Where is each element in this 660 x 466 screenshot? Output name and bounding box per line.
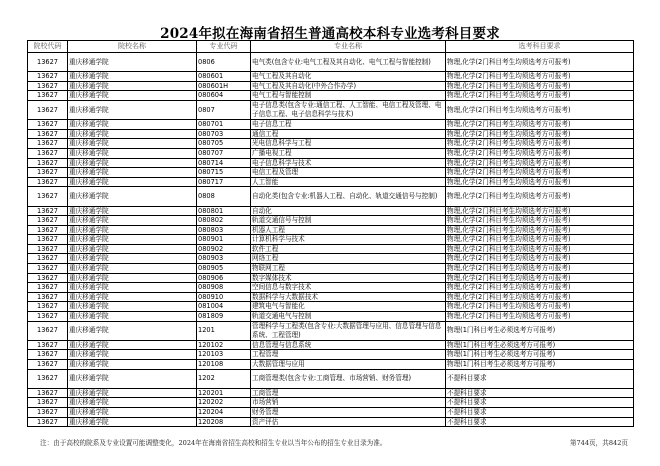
requirement-cell: 物理,化学(2门科目考生均须选考方可报考) — [446, 302, 634, 312]
footnote: 注：由于高校的院系及专业设置可能调整变化，2024年在海南省招生高校和招生专业以当年公布的招生专业目录为准。 — [40, 439, 387, 447]
table-row — [28, 283, 634, 293]
school-name-cell: 重庆移通学院 — [68, 120, 197, 130]
table-row — [28, 187, 634, 206]
requirement-cell: 不提科目要求 — [446, 398, 634, 408]
school-code-cell: 13627 — [28, 254, 68, 264]
requirements-table — [27, 40, 634, 427]
major-name-cell: 广播电视工程 — [251, 148, 446, 158]
school-code-cell: 13627 — [28, 350, 68, 360]
major-code-cell: 081004 — [197, 302, 251, 312]
table-row — [28, 273, 634, 283]
school-name-cell: 重庆移通学院 — [68, 292, 197, 302]
table-row — [28, 168, 634, 178]
requirement-cell: 物理,化学(2门科目考生均须选考方可报考) — [446, 216, 634, 226]
major-name-cell: 数据科学与大数据技术 — [251, 292, 446, 302]
school-name-cell: 重庆移通学院 — [68, 254, 197, 264]
school-code-cell: 13627 — [28, 72, 68, 82]
major-code-cell: 080714 — [197, 158, 251, 168]
table-row — [28, 417, 634, 427]
school-code-cell: 13627 — [28, 283, 68, 293]
table-row — [28, 407, 634, 417]
school-name-cell: 重庆移通学院 — [68, 388, 197, 398]
major-code-cell: 0807 — [197, 100, 251, 119]
requirement-cell: 物理,化学(2门科目考生均须选考方可报考) — [446, 158, 634, 168]
table-row — [28, 129, 634, 139]
table-row — [28, 292, 634, 302]
school-name-cell: 重庆移通学院 — [68, 340, 197, 350]
header-major-code: 专业代码 — [197, 41, 251, 53]
requirement-cell: 物理,化学(2门科目考生均须选考方可报考) — [446, 235, 634, 245]
school-name-cell: 重庆移通学院 — [68, 369, 197, 388]
table-row — [28, 369, 634, 388]
major-name-cell: 电气类(包含专业:电气工程及其自动化、电气工程与智能控制) — [251, 53, 446, 72]
school-name-cell: 重庆移通学院 — [68, 177, 197, 187]
major-name-cell: 电子信息工程 — [251, 120, 446, 130]
school-name-cell: 重庆移通学院 — [68, 273, 197, 283]
major-name-cell: 轨道交通电气与控制 — [251, 312, 446, 322]
school-name-cell: 重庆移通学院 — [68, 148, 197, 158]
table-row — [28, 177, 634, 187]
requirement-cell: 物理,化学(2门科目考生均须选考方可报考) — [446, 273, 634, 283]
school-name-cell: 重庆移通学院 — [68, 72, 197, 82]
major-code-cell: 081809 — [197, 312, 251, 322]
table-row — [28, 158, 634, 168]
header-requirement: 选考科目要求 — [446, 41, 634, 53]
major-code-cell: 080902 — [197, 244, 251, 254]
table-row — [28, 254, 634, 264]
table-row — [28, 302, 634, 312]
requirement-cell: 物理,化学(2门科目考生均须选考方可报考) — [446, 81, 634, 91]
major-name-cell: 轨道交通信号与控制 — [251, 216, 446, 226]
major-name-cell: 工程管理 — [251, 350, 446, 360]
school-name-cell: 重庆移通学院 — [68, 81, 197, 91]
major-name-cell: 数字媒体技术 — [251, 273, 446, 283]
school-code-cell: 13627 — [28, 292, 68, 302]
table-row — [28, 235, 634, 245]
major-code-cell: 120208 — [197, 417, 251, 427]
table-row — [28, 139, 634, 149]
school-name-cell: 重庆移通学院 — [68, 407, 197, 417]
major-code-cell: 080707 — [197, 148, 251, 158]
major-name-cell: 计算机科学与技术 — [251, 235, 446, 245]
school-name-cell: 重庆移通学院 — [68, 417, 197, 427]
page-title: 2024年拟在海南省招生普通高校本科专业选考科目要求 — [160, 26, 500, 42]
major-code-cell: 080906 — [197, 273, 251, 283]
school-name-cell: 重庆移通学院 — [68, 53, 197, 72]
requirement-cell: 物理,化学(2门科目考生均须选考方可报考) — [446, 225, 634, 235]
major-name-cell: 空间信息与数字技术 — [251, 283, 446, 293]
school-code-cell: 13627 — [28, 407, 68, 417]
school-code-cell: 13627 — [28, 100, 68, 119]
table-row — [28, 350, 634, 360]
requirement-cell: 物理,化学(2门科目考生均须选考方可报考) — [446, 72, 634, 82]
table-row — [28, 388, 634, 398]
school-name-cell: 重庆移通学院 — [68, 129, 197, 139]
major-name-cell: 电气工程与智能控制 — [251, 91, 446, 101]
school-code-cell: 13627 — [28, 91, 68, 101]
major-code-cell: 080715 — [197, 168, 251, 178]
major-code-cell: 080803 — [197, 225, 251, 235]
school-code-cell: 13627 — [28, 312, 68, 322]
table-row — [28, 91, 634, 101]
major-name-cell: 通信工程 — [251, 129, 446, 139]
school-code-cell: 13627 — [28, 129, 68, 139]
major-code-cell: 080905 — [197, 264, 251, 274]
table-row — [28, 225, 634, 235]
major-code-cell: 1201 — [197, 321, 251, 340]
major-name-cell: 财务管理 — [251, 407, 446, 417]
school-code-cell: 13627 — [28, 302, 68, 312]
school-code-cell: 13627 — [28, 148, 68, 158]
header-school-name: 院校名称 — [68, 41, 197, 53]
header-school-code: 院校代码 — [28, 41, 68, 53]
requirement-cell: 物理,化学(2门科目考生均须选考方可报考) — [446, 206, 634, 216]
table-row — [28, 321, 634, 340]
requirement-cell: 物理,化学(2门科目考生均须选考方可报考) — [446, 187, 634, 206]
school-code-cell: 13627 — [28, 398, 68, 408]
school-code-cell: 13627 — [28, 216, 68, 226]
school-name-cell: 重庆移通学院 — [68, 91, 197, 101]
school-name-cell: 重庆移通学院 — [68, 100, 197, 119]
major-name-cell: 管理科学与工程类(包含专业:大数据管理与应用、信息管理与信息系统、工程管理) — [251, 321, 446, 340]
table-row — [28, 398, 634, 408]
school-code-cell: 13627 — [28, 264, 68, 274]
school-name-cell: 重庆移通学院 — [68, 283, 197, 293]
requirement-cell: 物理,化学(2门科目考生均须选考方可报考) — [446, 244, 634, 254]
major-name-cell: 电子信息类(包含专业:通信工程、人工智能、电信工程及管理、电子信息工程、电子信息科学与技术) — [251, 100, 446, 119]
school-name-cell: 重庆移通学院 — [68, 235, 197, 245]
table-row — [28, 100, 634, 119]
school-code-cell: 13627 — [28, 340, 68, 350]
table-row — [28, 148, 634, 158]
major-name-cell: 自动化 — [251, 206, 446, 216]
page-indicator: 第744页，共842页 — [569, 439, 628, 447]
table-row — [28, 206, 634, 216]
school-name-cell: 重庆移通学院 — [68, 158, 197, 168]
table-row — [28, 53, 634, 72]
school-name-cell: 重庆移通学院 — [68, 398, 197, 408]
school-name-cell: 重庆移通学院 — [68, 264, 197, 274]
major-code-cell: 0808 — [197, 187, 251, 206]
major-code-cell: 080901 — [197, 235, 251, 245]
school-code-cell: 13627 — [28, 273, 68, 283]
requirement-cell: 物理,化学(2门科目考生均须选考方可报考) — [446, 91, 634, 101]
requirement-cell: 物理,化学(2门科目考生均须选考方可报考) — [446, 254, 634, 264]
requirement-cell: 物理(1门科目考生必须选考方可报考) — [446, 321, 634, 340]
major-code-cell: 080604 — [197, 91, 251, 101]
school-code-cell: 13627 — [28, 244, 68, 254]
school-code-cell: 13627 — [28, 417, 68, 427]
major-name-cell: 机器人工程 — [251, 225, 446, 235]
school-code-cell: 13627 — [28, 388, 68, 398]
major-name-cell: 电子信息科学与技术 — [251, 158, 446, 168]
table-row — [28, 340, 634, 350]
major-code-cell: 120103 — [197, 350, 251, 360]
major-name-cell: 信息管理与信息系统 — [251, 340, 446, 350]
major-name-cell: 工商管理 — [251, 388, 446, 398]
major-code-cell: 080701 — [197, 120, 251, 130]
requirement-cell: 物理,化学(2门科目考生均须选考方可报考) — [446, 283, 634, 293]
school-code-cell: 13627 — [28, 369, 68, 388]
table-row — [28, 360, 634, 370]
school-name-cell: 重庆移通学院 — [68, 321, 197, 340]
requirement-cell: 物理,化学(2门科目考生均须选考方可报考) — [446, 139, 634, 149]
school-code-cell: 13627 — [28, 139, 68, 149]
table-row — [28, 244, 634, 254]
major-code-cell: 1202 — [197, 369, 251, 388]
school-code-cell: 13627 — [28, 53, 68, 72]
major-code-cell: 120108 — [197, 360, 251, 370]
major-name-cell: 资产评估 — [251, 417, 446, 427]
table-row — [28, 72, 634, 82]
major-name-cell: 电信工程及管理 — [251, 168, 446, 178]
major-code-cell: 120102 — [197, 340, 251, 350]
major-code-cell: 080705 — [197, 139, 251, 149]
major-name-cell: 市场营销 — [251, 398, 446, 408]
table-row — [28, 81, 634, 91]
requirement-cell: 不提科目要求 — [446, 417, 634, 427]
major-name-cell: 网络工程 — [251, 254, 446, 264]
major-code-cell: 080801 — [197, 206, 251, 216]
requirement-cell: 物理,化学(2门科目考生均须选考方可报考) — [446, 53, 634, 72]
school-name-cell: 重庆移通学院 — [68, 312, 197, 322]
requirement-cell: 物理,化学(2门科目考生均须选考方可报考) — [446, 312, 634, 322]
school-code-cell: 13627 — [28, 177, 68, 187]
school-code-cell: 13627 — [28, 206, 68, 216]
major-code-cell: 080601H — [197, 81, 251, 91]
requirement-cell: 物理,化学(2门科目考生均须选考方可报考) — [446, 129, 634, 139]
school-code-cell: 13627 — [28, 168, 68, 178]
major-code-cell: 080802 — [197, 216, 251, 226]
major-name-cell: 电气工程及其自动化 — [251, 72, 446, 82]
major-code-cell: 0806 — [197, 53, 251, 72]
major-code-cell: 080903 — [197, 254, 251, 264]
major-code-cell: 080908 — [197, 283, 251, 293]
requirement-cell: 物理,化学(2门科目考生均须选考方可报考) — [446, 100, 634, 119]
school-name-cell: 重庆移通学院 — [68, 187, 197, 206]
major-name-cell: 建筑电气与智能化 — [251, 302, 446, 312]
requirement-cell: 物理(1门科目考生必须选考方可报考) — [446, 360, 634, 370]
school-code-cell: 13627 — [28, 187, 68, 206]
major-name-cell: 光电信息科学与工程 — [251, 139, 446, 149]
school-name-cell: 重庆移通学院 — [68, 206, 197, 216]
school-name-cell: 重庆移通学院 — [68, 350, 197, 360]
requirement-cell: 物理,化学(2门科目考生均须选考方可报考) — [446, 292, 634, 302]
school-code-cell: 13627 — [28, 120, 68, 130]
school-code-cell: 13627 — [28, 158, 68, 168]
table-header-row — [28, 41, 634, 53]
school-name-cell: 重庆移通学院 — [68, 225, 197, 235]
major-name-cell: 物联网工程 — [251, 264, 446, 274]
header-major-name: 专业名称 — [251, 41, 446, 53]
table-row — [28, 264, 634, 274]
requirement-cell: 物理,化学(2门科目考生均须选考方可报考) — [446, 168, 634, 178]
requirement-cell: 物理,化学(2门科目考生均须选考方可报考) — [446, 177, 634, 187]
table-row — [28, 120, 634, 130]
major-code-cell: 120204 — [197, 407, 251, 417]
school-code-cell: 13627 — [28, 81, 68, 91]
requirement-cell: 物理,化学(2门科目考生均须选考方可报考) — [446, 120, 634, 130]
major-name-cell: 工商管理类(包含专业:工商管理、市场营销、财务管理) — [251, 369, 446, 388]
major-name-cell: 软件工程 — [251, 244, 446, 254]
major-code-cell: 120202 — [197, 398, 251, 408]
school-code-cell: 13627 — [28, 235, 68, 245]
school-name-cell: 重庆移通学院 — [68, 216, 197, 226]
table-body — [28, 53, 634, 427]
table-row — [28, 312, 634, 322]
major-name-cell: 人工智能 — [251, 177, 446, 187]
requirement-cell: 物理,化学(2门科目考生均须选考方可报考) — [446, 264, 634, 274]
school-code-cell: 13627 — [28, 360, 68, 370]
school-name-cell: 重庆移通学院 — [68, 139, 197, 149]
major-name-cell: 电气工程及其自动化(中外合作办学) — [251, 81, 446, 91]
school-name-cell: 重庆移通学院 — [68, 302, 197, 312]
requirement-cell: 不提科目要求 — [446, 369, 634, 388]
school-code-cell: 13627 — [28, 225, 68, 235]
major-code-cell: 080910 — [197, 292, 251, 302]
major-code-cell: 080717 — [197, 177, 251, 187]
requirement-cell: 不提科目要求 — [446, 388, 634, 398]
school-name-cell: 重庆移通学院 — [68, 360, 197, 370]
table-row — [28, 216, 634, 226]
school-name-cell: 重庆移通学院 — [68, 168, 197, 178]
major-name-cell: 自动化类(包含专业:机器人工程、自动化、轨道交通信号与控制) — [251, 187, 446, 206]
requirement-cell: 物理(1门科目考生必须选考方可报考) — [446, 350, 634, 360]
school-code-cell: 13627 — [28, 321, 68, 340]
major-code-cell: 080601 — [197, 72, 251, 82]
requirement-cell: 物理,化学(2门科目考生均须选考方可报考) — [446, 148, 634, 158]
requirement-cell: 物理(1门科目考生必须选考方可报考) — [446, 340, 634, 350]
school-name-cell: 重庆移通学院 — [68, 244, 197, 254]
major-code-cell: 120201 — [197, 388, 251, 398]
major-name-cell: 大数据管理与应用 — [251, 360, 446, 370]
requirement-cell: 不提科目要求 — [446, 407, 634, 417]
major-code-cell: 080703 — [197, 129, 251, 139]
